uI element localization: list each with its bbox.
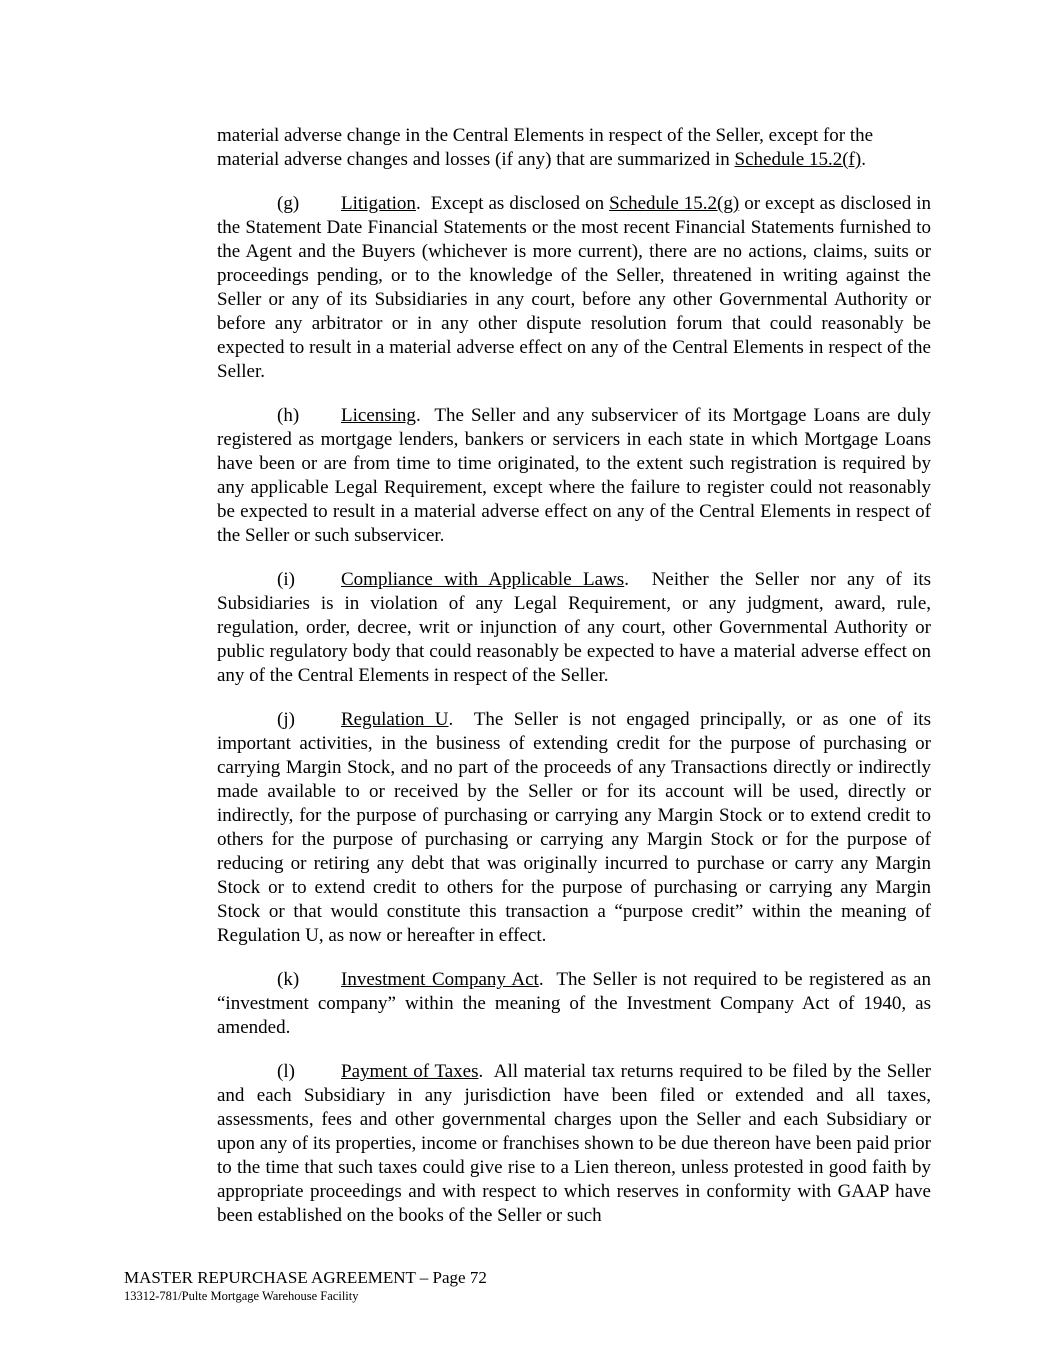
section-heading: Payment of Taxes [341, 1061, 479, 1082]
section-label: (l) [277, 1061, 295, 1082]
section-label: (h) [277, 405, 300, 426]
footer-doc-id: 13312-781/Pulte Mortgage Warehouse Facility [124, 1289, 359, 1303]
section-g-litigation: (g) Litigation. Except as disclosed on Schedule 15.2(g) or except as disclosed in the Statement Date Financial Statements or the most recent Financial Statements furnished to the Agent and the Buyers (whichever is more current), there are no actions, claims, suits or proceedings pending, or to the knowledge of the Seller, threatened in writing against the Seller or any of its Subsidiaries in any court, before any other Governmental Authority or before any arbitrator or in any other dispute resolution forum that could reasonably be expected to result in a material adverse effect on any of the Central Elements in respect of the Seller. [217, 193, 932, 382]
section-heading: Litigation [341, 193, 416, 214]
schedule-15-2g-reference: Schedule 15.2(g) [609, 193, 740, 214]
section-heading: Investment Company Act [341, 969, 539, 990]
section-label: (k) [277, 969, 300, 990]
section-label: (j) [277, 709, 295, 730]
section-label: (i) [277, 569, 295, 590]
page-footer [124, 1268, 487, 1304]
footer-title: MASTER REPURCHASE AGREEMENT – Page 72 [124, 1268, 487, 1287]
section-k-investment-company-act: (k) Investment Company Act. The Seller is not required to be registered as an “investment company” within the meaning of the Investment Company Act of 1940, as amended. [217, 969, 931, 1038]
section-heading: Compliance with Applicable Laws [341, 569, 625, 590]
section-l-payment-of-taxes: (l) Payment of Taxes. All material tax returns required to be filed by the Seller and each Subsidiary in any jurisdiction have been filed or extended and all taxes, assessments, fees and other governmental charges upon the Seller and each Subsidiary or upon any of its properties, income or franchises shown to be due thereon have been paid prior to the time that such taxes could give rise to a Lien thereon, unless protested in good faith by appropriate proceedings and with respect to which reserves in conformity with GAAP have been established on the books of the Seller or such [217, 1061, 932, 1226]
section-label: (g) [277, 193, 300, 214]
section-heading: Regulation U [341, 709, 449, 730]
section-h-licensing: (h) Licensing. The Seller and any subservicer of its Mortgage Loans are duly registered as mortgage lenders, bankers or servicers in each state in which Mortgage Loans have been or are from time to time originated, to the extent such registration is required by any applicable Legal Requirement, except where the failure to register could not reasonably be expected to result in a material adverse effect on any of the Central Elements in respect of the Seller or such subservicer. [217, 405, 931, 546]
section-i-compliance: (i) Compliance with Applicable Laws. Neither the Seller nor any of its Subsidiaries is in violation of any Legal Requirement, or any judgment, award, rule, regulation, order, decree, writ or injunction of any court, other Governmental Authority or public regulatory body that could reasonably be expected to have a material adverse effect on any of the Central Elements in respect of the Seller. [217, 569, 932, 686]
section-heading: Licensing [341, 405, 416, 426]
intro-paragraph: material adverse change in the Central Elements in respect of the Seller, except for the material adverse changes and losses (if any) that are summarized in Schedule 15.2(f). [217, 125, 874, 170]
intro-text: material adverse change in the Central Elements in respect of the Seller, except for the material adverse changes and losses (if any) that are summarized in [217, 125, 874, 170]
section-j-regulation-u: (j) Regulation U. The Seller is not engaged principally, or as one of its important activities, in the business of extending credit for the purpose of purchasing or carrying Margin Stock, and no part of the proceeds of any Transactions directly or indirectly made available to or received by the Seller or for its account will be used, directly or indirectly, for the purpose of purchasing or carrying any Margin Stock or to extend credit to others for the purpose of purchasing or carrying any Margin Stock or for the purpose of reducing or retiring any debt that was originally incurred to purchase or carry any Margin Stock or to extend credit to others for the purpose of purchasing or carrying any Margin Stock or that would constitute this transaction a “purpose credit” within the meaning of Regulation U, as now or hereafter in effect. [217, 709, 931, 946]
body-text [217, 124, 931, 1248]
schedule-15-2f-reference: Schedule 15.2(f) [734, 149, 862, 170]
